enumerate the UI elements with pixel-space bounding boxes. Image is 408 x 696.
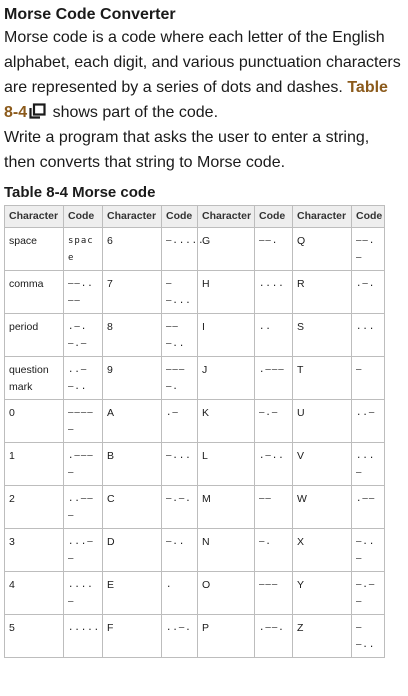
code-cell: –––––	[64, 400, 103, 443]
table-row	[5, 357, 385, 400]
code-cell: ...–	[352, 443, 385, 486]
code-cell: ––.–	[352, 228, 385, 271]
code-cell: .––	[352, 486, 385, 529]
code-cell: ––.	[255, 228, 293, 271]
morse-code-table	[4, 205, 385, 658]
page-title: Morse Code Converter	[4, 6, 176, 23]
table-row	[5, 572, 385, 615]
character-cell: space	[5, 228, 64, 271]
character-cell: 6	[103, 228, 162, 271]
character-cell: O	[198, 572, 255, 615]
column-header: Character	[5, 206, 64, 228]
code-cell: ..––..	[64, 357, 103, 400]
character-cell: Z	[293, 615, 352, 658]
code-cell: ...	[352, 314, 385, 357]
code-cell: ....–	[64, 572, 103, 615]
character-cell: U	[293, 400, 352, 443]
table-row	[5, 271, 385, 314]
code-cell: ..–––	[64, 486, 103, 529]
table-row	[5, 228, 385, 271]
character-cell: question mark	[5, 357, 64, 400]
code-cell: –.	[255, 529, 293, 572]
code-cell: ––––.	[162, 357, 198, 400]
code-cell: –.–	[255, 400, 293, 443]
character-cell: Q	[293, 228, 352, 271]
column-header: Code	[64, 206, 103, 228]
table-header-row	[5, 206, 385, 228]
column-header: Character	[198, 206, 255, 228]
table-caption: Table 8-4 Morse code	[4, 184, 156, 201]
code-cell: ––..	[352, 615, 385, 658]
character-cell: Y	[293, 572, 352, 615]
column-header: Code	[255, 206, 293, 228]
code-cell: ....	[255, 271, 293, 314]
character-cell: H	[198, 271, 255, 314]
code-cell: .–––	[255, 357, 293, 400]
code-cell: –––	[255, 572, 293, 615]
code-cell: –	[352, 357, 385, 400]
code-cell: ...––	[64, 529, 103, 572]
character-cell: V	[293, 443, 352, 486]
open-in-new-icon	[29, 103, 46, 119]
character-cell: 9	[103, 357, 162, 400]
character-cell: N	[198, 529, 255, 572]
table-reference-label: Table 8-4	[4, 79, 388, 121]
character-cell: A	[103, 400, 162, 443]
table-row	[5, 443, 385, 486]
code-cell: ..–	[352, 400, 385, 443]
code-cell: .–	[162, 400, 198, 443]
character-cell: 4	[5, 572, 64, 615]
code-cell: ..–.	[162, 615, 198, 658]
instruction-paragraph: Write a program that asks the user to enter a string, then converts that string to Morse code.	[4, 129, 370, 171]
code-cell: .––.	[255, 615, 293, 658]
character-cell: K	[198, 400, 255, 443]
code-cell: .–.–.–	[64, 314, 103, 357]
character-cell: 0	[5, 400, 64, 443]
code-cell: .	[162, 572, 198, 615]
code-cell: .–.	[352, 271, 385, 314]
code-cell: ––..––	[64, 271, 103, 314]
character-cell: E	[103, 572, 162, 615]
code-cell: ––	[255, 486, 293, 529]
code-cell: –––..	[162, 314, 198, 357]
character-cell: B	[103, 443, 162, 486]
character-cell: D	[103, 529, 162, 572]
character-cell: 7	[103, 271, 162, 314]
code-cell: .–..	[255, 443, 293, 486]
code-cell: –.––	[352, 572, 385, 615]
character-cell: S	[293, 314, 352, 357]
character-cell: R	[293, 271, 352, 314]
code-cell: ––...	[162, 271, 198, 314]
character-cell: comma	[5, 271, 64, 314]
character-cell: 2	[5, 486, 64, 529]
character-cell: M	[198, 486, 255, 529]
table-row	[5, 529, 385, 572]
shows-text: shows part of the code.	[52, 104, 219, 121]
column-header: Code	[162, 206, 198, 228]
character-cell: G	[198, 228, 255, 271]
code-cell: –..	[162, 529, 198, 572]
character-cell: T	[293, 357, 352, 400]
code-cell: .––––	[64, 443, 103, 486]
table-row	[5, 615, 385, 658]
character-cell: J	[198, 357, 255, 400]
character-cell: period	[5, 314, 64, 357]
character-cell: 5	[5, 615, 64, 658]
character-cell: L	[198, 443, 255, 486]
intro-text: Morse code is a code where each letter of the English alphabet, each digit, and various punctuation characters are represented by a series of dots and dashes.	[4, 29, 401, 96]
table-row	[5, 314, 385, 357]
character-cell: W	[293, 486, 352, 529]
intro-paragraph	[4, 25, 403, 125]
column-header: Code	[352, 206, 385, 228]
code-cell: ..	[255, 314, 293, 357]
character-cell: 3	[5, 529, 64, 572]
code-cell: –.–.	[162, 486, 198, 529]
code-cell: –..–	[352, 529, 385, 572]
character-cell: 8	[103, 314, 162, 357]
code-cell: space	[64, 228, 103, 271]
table-row	[5, 400, 385, 443]
character-cell: 1	[5, 443, 64, 486]
character-cell: P	[198, 615, 255, 658]
code-cell: –...	[162, 443, 198, 486]
character-cell: X	[293, 529, 352, 572]
character-cell: I	[198, 314, 255, 357]
table-row	[5, 486, 385, 529]
character-cell: C	[103, 486, 162, 529]
character-cell: F	[103, 615, 162, 658]
code-cell: .....	[64, 615, 103, 658]
code-cell: –.....	[162, 228, 198, 271]
column-header: Character	[293, 206, 352, 228]
column-header: Character	[103, 206, 162, 228]
